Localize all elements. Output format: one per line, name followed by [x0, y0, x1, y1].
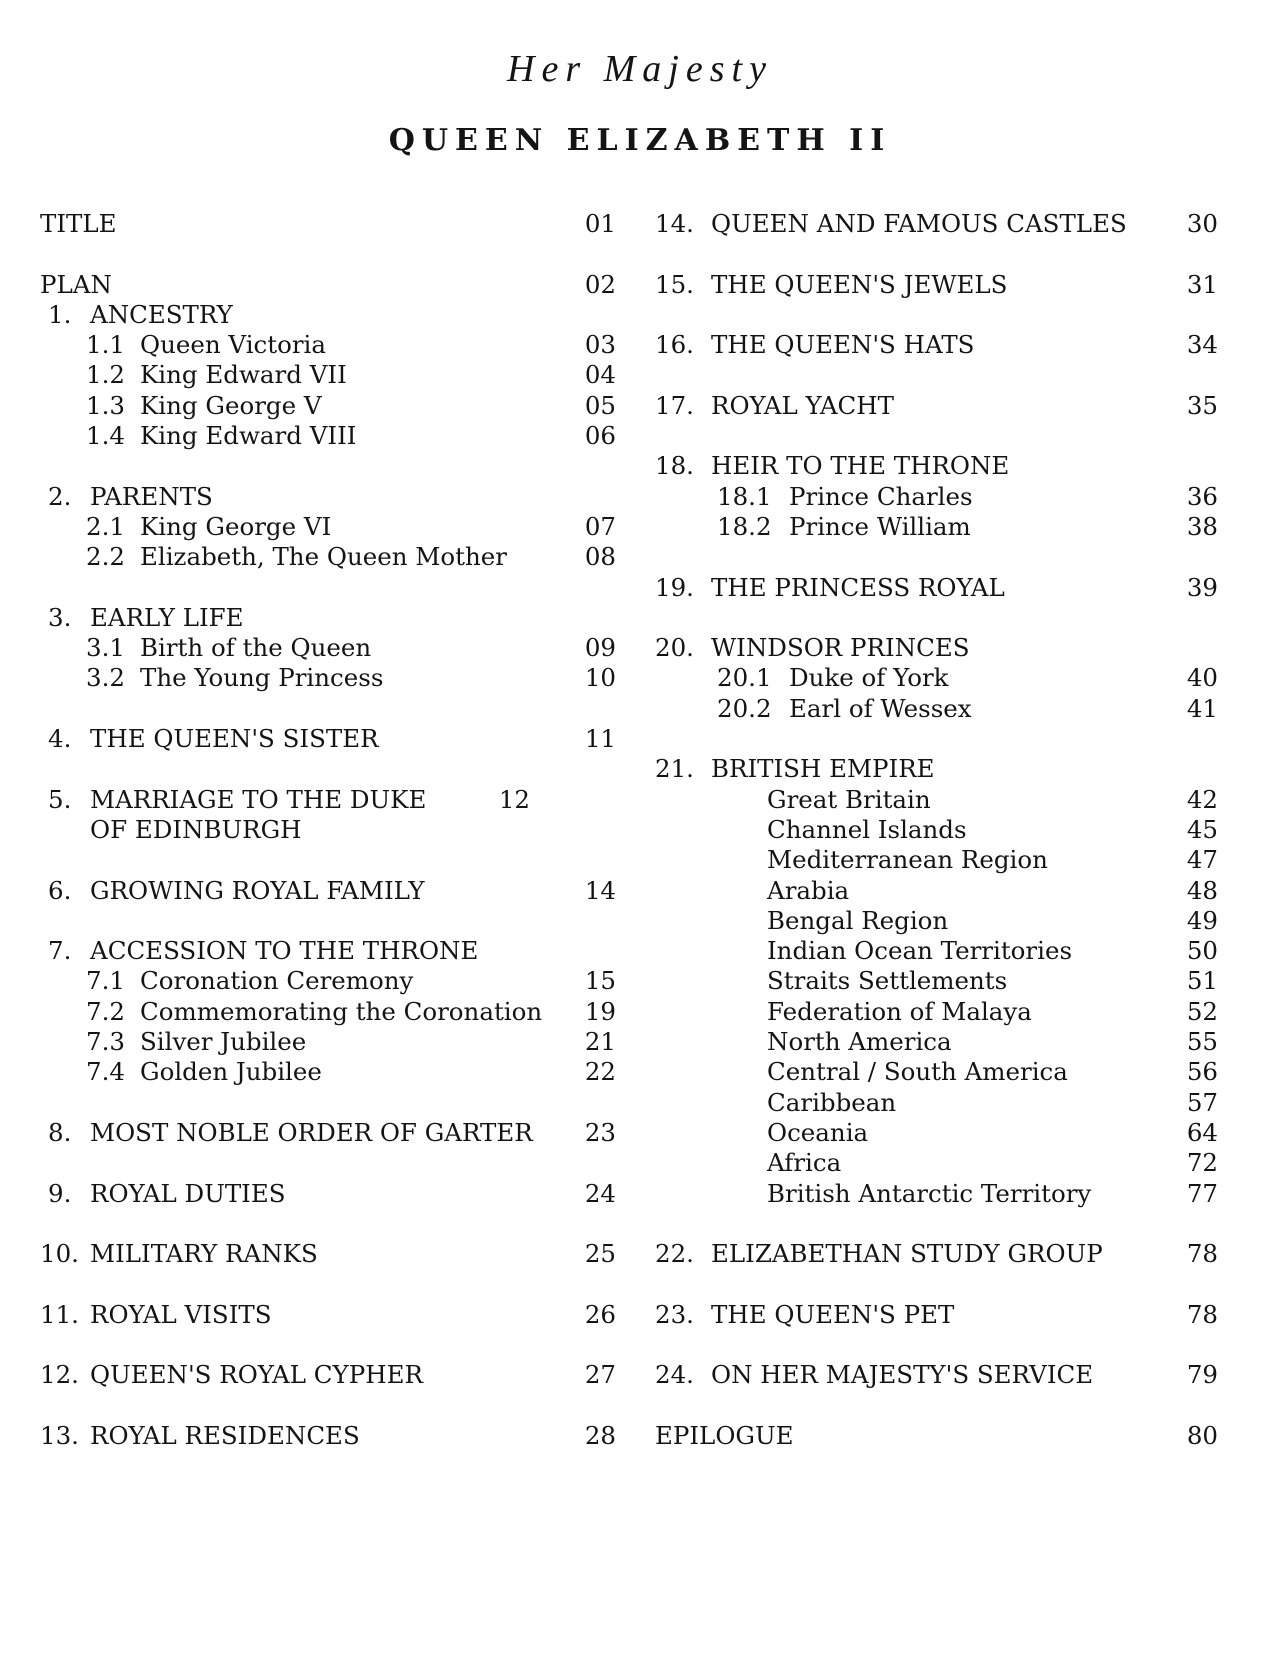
toc-entry [655, 1118, 1218, 1148]
toc-entry-page-number: 15 [584, 966, 616, 996]
toc-entry-label: QUEEN AND FAMOUS CASTLES [711, 209, 1127, 238]
toc-entry [40, 512, 616, 542]
toc-entry [655, 512, 1218, 542]
toc-entry-label: Mediterranean Region [767, 845, 1048, 875]
toc-entry-label: Duke of York [789, 663, 949, 693]
toc-entry-label: QUEEN'S ROYAL CYPHER [90, 1360, 423, 1390]
toc-entry-number: 20.1 [717, 663, 772, 693]
toc-entry-label: Queen Victoria [140, 330, 326, 360]
toc-entry-number: 6. [48, 875, 72, 905]
toc-entry-number: 18.1 [717, 481, 772, 511]
toc-entry [40, 785, 616, 846]
toc-entry-number: 20. [655, 633, 694, 663]
toc-entry-page-number: 80 [1186, 1420, 1218, 1450]
toc-entry [655, 330, 1218, 360]
toc-entry [655, 1057, 1218, 1087]
toc-entry-page-number: 14 [584, 875, 616, 905]
toc-entry-label: THE PRINCESS ROYAL [711, 572, 1005, 602]
toc-entry [40, 1300, 616, 1330]
toc-entry-page-number: 35 [1186, 390, 1218, 420]
toc-entry-page-number: 31 [1186, 269, 1218, 299]
toc-entry [655, 1421, 1218, 1451]
toc-entry-number: 10. [40, 1239, 79, 1269]
toc-entry-label: Bengal Region [767, 905, 949, 935]
toc-entry [655, 966, 1218, 996]
toc-entry-page-number: 26 [584, 1299, 616, 1329]
toc-entry-page-number: 19 [584, 996, 616, 1026]
toc-entry-page-number: 22 [584, 1057, 616, 1087]
toc-entry [655, 997, 1218, 1027]
toc-entry [40, 724, 616, 754]
toc-entry-page-number: 49 [1186, 905, 1218, 935]
toc-entry-page-number: 64 [1186, 1117, 1218, 1147]
toc-entry-number: 13. [40, 1420, 79, 1450]
toc-entry-page-number: 03 [584, 330, 616, 360]
toc-entry-label: Indian Ocean Territories [767, 936, 1073, 966]
toc-entry-number: 1.4 [86, 421, 125, 451]
toc-entry-label: ACCESSION TO THE THRONE [90, 936, 479, 966]
toc-entry-label: TITLE [40, 209, 117, 238]
toc-entry-label: King George V [140, 390, 322, 420]
toc-entry-number: 12. [40, 1360, 79, 1390]
toc-entry-label: King Edward VII [140, 360, 347, 390]
toc-entry-page-number: 72 [1186, 1148, 1218, 1178]
toc-entry-label: British Antarctic Territory [767, 1178, 1092, 1208]
toc-entry [655, 633, 1218, 663]
toc-entry [40, 330, 616, 360]
toc-entry-number: 3.2 [86, 663, 125, 693]
toc-entry [655, 754, 1218, 784]
toc-entry-number: 7.3 [86, 1027, 125, 1057]
toc-entry [40, 542, 616, 572]
toc-entry-page-number: 51 [1186, 966, 1218, 996]
toc-entry-page-number: 45 [1186, 814, 1218, 844]
toc-entry-number: 2. [48, 481, 72, 511]
toc-entry [40, 1118, 616, 1148]
toc-entry-number: 2.1 [86, 511, 125, 541]
toc-entry-label: ROYAL DUTIES [90, 1178, 286, 1208]
toc-entry-number: 20.2 [717, 693, 772, 723]
toc-entry-page-number: 23 [584, 1117, 616, 1147]
toc-entry [40, 1360, 616, 1390]
toc-entry-page-number: 38 [1186, 511, 1218, 541]
toc-entry-label: EARLY LIFE [90, 602, 244, 632]
toc-entry [40, 1179, 616, 1209]
toc-entry-label: BRITISH EMPIRE [711, 754, 935, 784]
toc-entry-page-number: 25 [584, 1239, 616, 1269]
toc-entry-number: 5. [48, 784, 72, 814]
toc-entry-page-number: 42 [1186, 784, 1218, 814]
toc-entry-label: Coronation Ceremony [140, 966, 414, 996]
toc-entry [40, 1057, 616, 1087]
toc-entry [655, 451, 1218, 481]
toc-entry-number: 18. [655, 451, 694, 481]
toc-entry-number: 1.3 [86, 390, 125, 420]
toc-left-column [40, 209, 616, 1451]
toc-entry-label: PLAN [40, 269, 112, 299]
toc-entry [40, 1027, 616, 1057]
toc-entry-number: 3.1 [86, 633, 125, 663]
toc-entry-page-number: 12 [498, 784, 530, 814]
toc-entry-page-number: 07 [584, 511, 616, 541]
toc-entry-number: 16. [655, 330, 694, 360]
toc-entry-label: MILITARY RANKS [90, 1239, 318, 1269]
toc-entry-page-number: 78 [1186, 1239, 1218, 1269]
toc-entry-page-number: 30 [1186, 209, 1218, 238]
toc-entry [655, 1239, 1218, 1269]
toc-entry-label: Oceania [767, 1117, 869, 1147]
toc-entry-number: 11. [40, 1299, 79, 1329]
toc-entry-page-number: 47 [1186, 845, 1218, 875]
toc-entry-label: THE QUEEN'S SISTER [90, 724, 379, 754]
toc-entry-page-number: 41 [1186, 693, 1218, 723]
toc-entry-label: Channel Islands [767, 814, 967, 844]
toc-entry [655, 663, 1218, 693]
toc-entry [655, 209, 1218, 239]
toc-entry-number: 1.2 [86, 360, 125, 390]
toc-entry [40, 633, 616, 663]
toc-entry-label: Prince William [789, 511, 971, 541]
toc-entry-page-number: 34 [1186, 330, 1218, 360]
toc-entry-number: 7.1 [86, 966, 125, 996]
toc-entry [40, 360, 616, 390]
toc-entry-page-number: 48 [1186, 875, 1218, 905]
toc-entry-label: Prince Charles [789, 481, 973, 511]
toc-entry [655, 1148, 1218, 1178]
toc-entry [40, 421, 616, 451]
document-subtitle: Her Majesty [507, 48, 773, 90]
toc-entry-label: WINDSOR PRINCES [711, 633, 970, 663]
toc-entry-number: 17. [655, 390, 694, 420]
toc-entry [655, 936, 1218, 966]
toc-entry-page-number: 05 [584, 390, 616, 420]
toc-entry-label: ANCESTRY [90, 299, 233, 329]
toc-entry-label: Commemorating the Coronation [140, 996, 543, 1026]
toc-entry-page-number: 01 [584, 209, 616, 238]
toc-right-column [655, 209, 1218, 1451]
toc-entry-label: Elizabeth, The Queen Mother [140, 542, 507, 572]
toc-entry-number: 7.2 [86, 996, 125, 1026]
toc-entry [655, 1088, 1218, 1118]
toc-entry-number: 8. [48, 1117, 72, 1147]
toc-entry-label: Birth of the Queen [140, 633, 372, 663]
toc-entry [655, 1300, 1218, 1330]
toc-entry [40, 876, 616, 906]
toc-entry [655, 845, 1218, 875]
toc-entry-label: Federation of Malaya [767, 996, 1032, 1026]
toc-entry-label: Africa [767, 1148, 842, 1178]
toc-entry-page-number: 11 [584, 724, 616, 754]
document-title: QUEEN ELIZABETH II [388, 123, 892, 158]
toc-entry-page-number: 55 [1186, 1027, 1218, 1057]
toc-entry-number: 15. [655, 269, 694, 299]
toc-entry-label: MOST NOBLE ORDER OF GARTER [90, 1117, 533, 1147]
toc-entry-page-number: 27 [584, 1360, 616, 1390]
toc-entry-number: 7. [48, 936, 72, 966]
toc-entry [655, 391, 1218, 421]
toc-entry-page-number: 21 [584, 1027, 616, 1057]
toc-entry [655, 573, 1218, 603]
toc-entry [40, 1421, 616, 1451]
toc-entry-label: MARRIAGE TO THE DUKE OF EDINBURGH [90, 784, 427, 844]
toc-entry-page-number: 36 [1186, 481, 1218, 511]
toc-entry [40, 270, 616, 300]
toc-entry-page-number: 28 [584, 1420, 616, 1450]
toc-entry-label: The Young Princess [140, 663, 384, 693]
toc-entry-label: North America [767, 1027, 952, 1057]
toc-entry-label: ROYAL YACHT [711, 390, 894, 420]
toc-entry-page-number: 57 [1186, 1087, 1218, 1117]
toc-entry [40, 209, 616, 239]
toc-entry-label: King George VI [140, 511, 332, 541]
toc-entry-page-number: 50 [1186, 936, 1218, 966]
toc-entry [40, 936, 616, 966]
toc-entry-label: Golden Jubilee [140, 1057, 322, 1087]
toc-entry [655, 1179, 1218, 1209]
toc-entry-label: THE QUEEN'S HATS [711, 330, 975, 360]
toc-entry-number: 1.1 [86, 330, 125, 360]
toc-entry-label: Silver Jubilee [140, 1027, 307, 1057]
toc-entry-label: Caribbean [767, 1087, 897, 1117]
toc-entry-page-number: 79 [1186, 1360, 1218, 1390]
toc-entry-number: 23. [655, 1299, 694, 1329]
toc-entry-page-number: 08 [584, 542, 616, 572]
toc-entry-number: 24. [655, 1360, 694, 1390]
toc-entry-label: GROWING ROYAL FAMILY [90, 875, 425, 905]
toc-entry-label: ROYAL RESIDENCES [90, 1420, 360, 1450]
toc-entry [40, 966, 616, 996]
toc-entry-number: 2.2 [86, 542, 125, 572]
toc-entry-number: 9. [48, 1178, 72, 1208]
toc-entry-number: 14. [655, 209, 694, 238]
toc-entry-label: ELIZABETHAN STUDY GROUP [711, 1239, 1103, 1269]
toc-entry-label: PARENTS [90, 481, 213, 511]
toc-entry-page-number: 10 [584, 663, 616, 693]
toc-entry [655, 1360, 1218, 1390]
toc-entry [655, 815, 1218, 845]
toc-entry-page-number: 52 [1186, 996, 1218, 1026]
toc-entry-label: ON HER MAJESTY'S SERVICE [711, 1360, 1094, 1390]
toc-entry [655, 785, 1218, 815]
toc-entry [655, 694, 1218, 724]
toc-entry-number: 18.2 [717, 511, 772, 541]
toc-entry-label: THE QUEEN'S PET [711, 1299, 955, 1329]
toc-entry-label: EPILOGUE [655, 1420, 794, 1450]
toc-entry [40, 663, 616, 693]
toc-entry [655, 876, 1218, 906]
toc-entry [655, 1027, 1218, 1057]
toc-entry-label: Earl of Wessex [789, 693, 972, 723]
toc-entry-page-number: 40 [1186, 663, 1218, 693]
toc-entry-page-number: 39 [1186, 572, 1218, 602]
document-header [0, 44, 1280, 166]
toc-entry-number: 4. [48, 724, 72, 754]
toc-entry-label: ROYAL VISITS [90, 1299, 272, 1329]
toc-entry [40, 300, 616, 330]
toc-entry [655, 270, 1218, 300]
toc-entry-label: Central / South America [767, 1057, 1068, 1087]
toc-entry [40, 482, 616, 512]
toc-entry-number: 7.4 [86, 1057, 125, 1087]
toc-entry [40, 997, 616, 1027]
toc-entry-label: Straits Settlements [767, 966, 1008, 996]
toc-entry-label: Great Britain [767, 784, 931, 814]
toc-entry-label: HEIR TO THE THRONE [711, 451, 1010, 481]
toc-entry-page-number: 56 [1186, 1057, 1218, 1087]
toc-entry-page-number: 02 [584, 269, 616, 299]
toc-entry-number: 22. [655, 1239, 694, 1269]
toc-entry-page-number: 78 [1186, 1299, 1218, 1329]
toc-entry-page-number: 09 [584, 633, 616, 663]
toc-entry-page-number: 77 [1186, 1178, 1218, 1208]
toc-entry-label: THE QUEEN'S JEWELS [711, 269, 1008, 299]
toc-entry [40, 1239, 616, 1269]
toc-entry [40, 603, 616, 633]
toc-entry-page-number: 04 [584, 360, 616, 390]
toc-entry-number: 3. [48, 602, 72, 632]
toc-entry-number: 19. [655, 572, 694, 602]
toc-entry-page-number: 24 [584, 1178, 616, 1208]
toc-entry-number: 1. [48, 299, 72, 329]
toc-entry-page-number: 06 [584, 421, 616, 451]
toc-entry-number: 21. [655, 754, 694, 784]
toc-entry-label: Arabia [767, 875, 850, 905]
toc-entry [655, 482, 1218, 512]
toc-entry-label: King Edward VIII [140, 421, 357, 451]
toc-entry [40, 391, 616, 421]
toc-entry [655, 906, 1218, 936]
